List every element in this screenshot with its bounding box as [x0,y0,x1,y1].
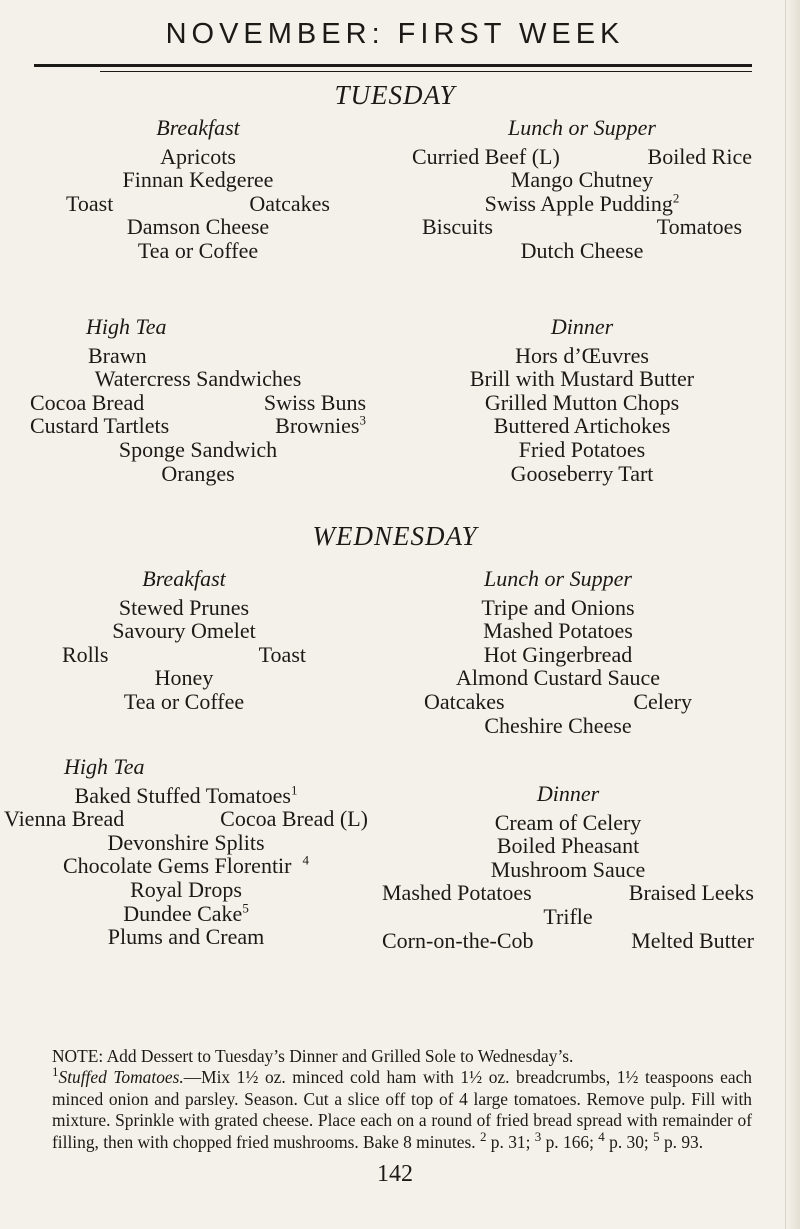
wednesday-high-tea [4,755,368,949]
menu-item: Swiss Buns [263,389,366,415]
page-ref: p. 30; [604,1131,654,1152]
menu-item: Tea or Coffee [137,237,259,263]
recipe-text: —Mix 1½ oz. minced cold ham with 1½ oz. breadcrumbs, 1½ teaspoons each minced onion and parsley. Season. Cut a slice off top of 4 large tomatoes. Remove pulp. Fill with mixture. Sprinkle with grated cheese. Place each on a round of fried bread spread with remainder of filling, then with chopped fried mushrooms. Bake 8 minutes. [52,1067,752,1152]
menu-item: Stewed Prunes [118,594,250,620]
menu-item: Hors d’Œuvres [515,342,649,368]
menu-item: Boiled Rice [647,143,752,169]
menu-item: Royal Drops [130,876,242,902]
menu-item: Braised Leeks [628,880,754,906]
page-header: NOVEMBER: FIRST WEEK [165,18,625,50]
menu-item-pair [52,192,344,216]
footnote-ref: 4 [598,1128,605,1144]
menu-item-pair [42,643,326,667]
menu-item: Grilled Mutton Chops [484,389,680,415]
dinner-heading: Dinner [536,781,600,806]
menu-item: Sponge Sandwich [118,436,278,462]
menu-item [412,192,752,216]
tuesday-lunch [412,116,752,263]
tuesday-high-tea [30,315,366,485]
high-tea-heading: High Tea [64,754,145,779]
menu-item: Toast [258,641,306,667]
menu-item: Cream of Celery [494,809,642,835]
menu-item: Oatcakes [424,688,505,714]
menu-item: Biscuits [422,214,493,240]
page-ref: p. 166; [541,1131,599,1152]
menu-item: Almond Custard Sauce [455,665,661,691]
menu-item: Melted Butter [631,927,754,953]
menu-item: Custard Tartlets [30,413,170,439]
menu-item: Mushroom Sauce [490,856,646,882]
menu-item-pair [30,391,366,415]
menu-item-pair [382,929,754,953]
menu-item [4,902,368,926]
menu-item: Cheshire Cheese [484,712,632,738]
wednesday-lunch [398,567,718,737]
menu-item-pair [412,215,752,239]
menu-item: Vienna Bread [4,806,125,832]
menu-item: Oatcakes [249,190,330,216]
menu-item-text: Brownies [275,413,360,439]
menu-item: Devonshire Splits [107,829,265,855]
tuesday-breakfast [52,116,344,263]
menu-item: Rolls [62,641,109,667]
menu-item: Plums and Cream [107,924,265,950]
menu-item: Curried Beef (L) [412,143,560,169]
wednesday-breakfast [42,567,326,714]
menu-item: Tomatoes [656,214,742,240]
menu-item: Gooseberry Tart [510,460,654,486]
menu-item: Savoury Omelet [112,618,256,644]
menu-item: Celery [633,688,692,714]
footnote-ref: 2 [479,1128,487,1144]
footnote-ref: 2 [672,190,680,206]
menu-item-pair [382,881,754,905]
page-ref: p. 93. [659,1131,704,1152]
footnote-ref: 3 [534,1128,542,1144]
breakfast-heading: Breakfast [156,115,240,140]
menu-item: Dutch Cheese [520,237,644,263]
menu-item: Cocoa Bread [30,389,145,415]
menu-item: Finnan Kedgeree [122,167,274,193]
menu-item: Corn-on-the-Cob [382,927,534,953]
menu-item-text: Swiss Apple Pudding [484,190,673,216]
menu-item: Oranges [161,460,235,486]
page-ref: p. 31; [486,1131,535,1152]
note-line: NOTE: Add Dessert to Tuesday’s Dinner and Grilled Sole to Wednesday’s. [52,1046,574,1066]
menu-item-pair [398,690,718,714]
menu-item [4,854,368,878]
menu-item: Honey [154,665,214,691]
footnote-block [52,1046,752,1153]
menu-item: Tea or Coffee [123,688,245,714]
recipe-title: Stuffed Tomatoes. [58,1067,184,1088]
menu-item: Mashed Potatoes [483,618,633,644]
menu-item: Boiled Pheasant [496,833,640,859]
recipe-note [52,1064,752,1153]
footnote-ref: 3 [359,413,366,429]
menu-item: Apricots [160,143,236,169]
menu-item: Toast [66,190,114,216]
breakfast-heading: Breakfast [142,566,226,591]
lunch-heading: Lunch or Supper [484,566,632,591]
menu-item-text: Dundee Cake [123,900,243,926]
menu-item: Damson Cheese [126,214,270,240]
menu-item: Cocoa Bread (L) [220,806,368,832]
menu-item [275,414,366,438]
menu-item: Tripe and Onions [481,594,635,620]
menu-item-text: Chocolate Gems Florentir [62,853,292,879]
footnote-ref: 5 [653,1128,660,1144]
menu-item-pair [30,414,366,438]
footnote-ref: 1 [290,782,298,798]
menu-item: Buttered Artichokes [493,413,671,439]
tuesday-dinner [412,315,752,485]
high-tea-heading: High Tea [86,314,167,339]
page-edge [785,0,800,1229]
wednesday-title: WEDNESDAY [312,521,478,551]
wednesday-dinner [382,782,754,952]
footnote-ref: 1 [52,1064,59,1080]
menu-item-text: Baked Stuffed Tomatoes [74,782,291,808]
tuesday-title: TUESDAY [334,80,456,110]
menu-item: Brill with Mustard Butter [469,366,695,392]
menu-item-pair [4,807,368,831]
footnote-ref: 5 [242,900,249,916]
menu-item: Mashed Potatoes [382,880,532,906]
menu-item: Hot Gingerbread [483,641,633,667]
menu-item: Trifle [543,903,593,929]
menu-item-pair [412,145,752,169]
page-number: 142 [377,1161,413,1187]
menu-item: Mango Chutney [510,167,654,193]
dinner-heading: Dinner [550,314,614,339]
footnote-ref: 4 [302,853,309,869]
menu-item [4,784,368,808]
menu-item: Fried Potatoes [518,436,646,462]
header-rule-thin [100,71,752,72]
lunch-heading: Lunch or Supper [508,115,656,140]
header-rule-thick [34,64,752,67]
menu-item: Watercress Sandwiches [94,366,302,392]
menu-item: Brawn [88,342,147,368]
